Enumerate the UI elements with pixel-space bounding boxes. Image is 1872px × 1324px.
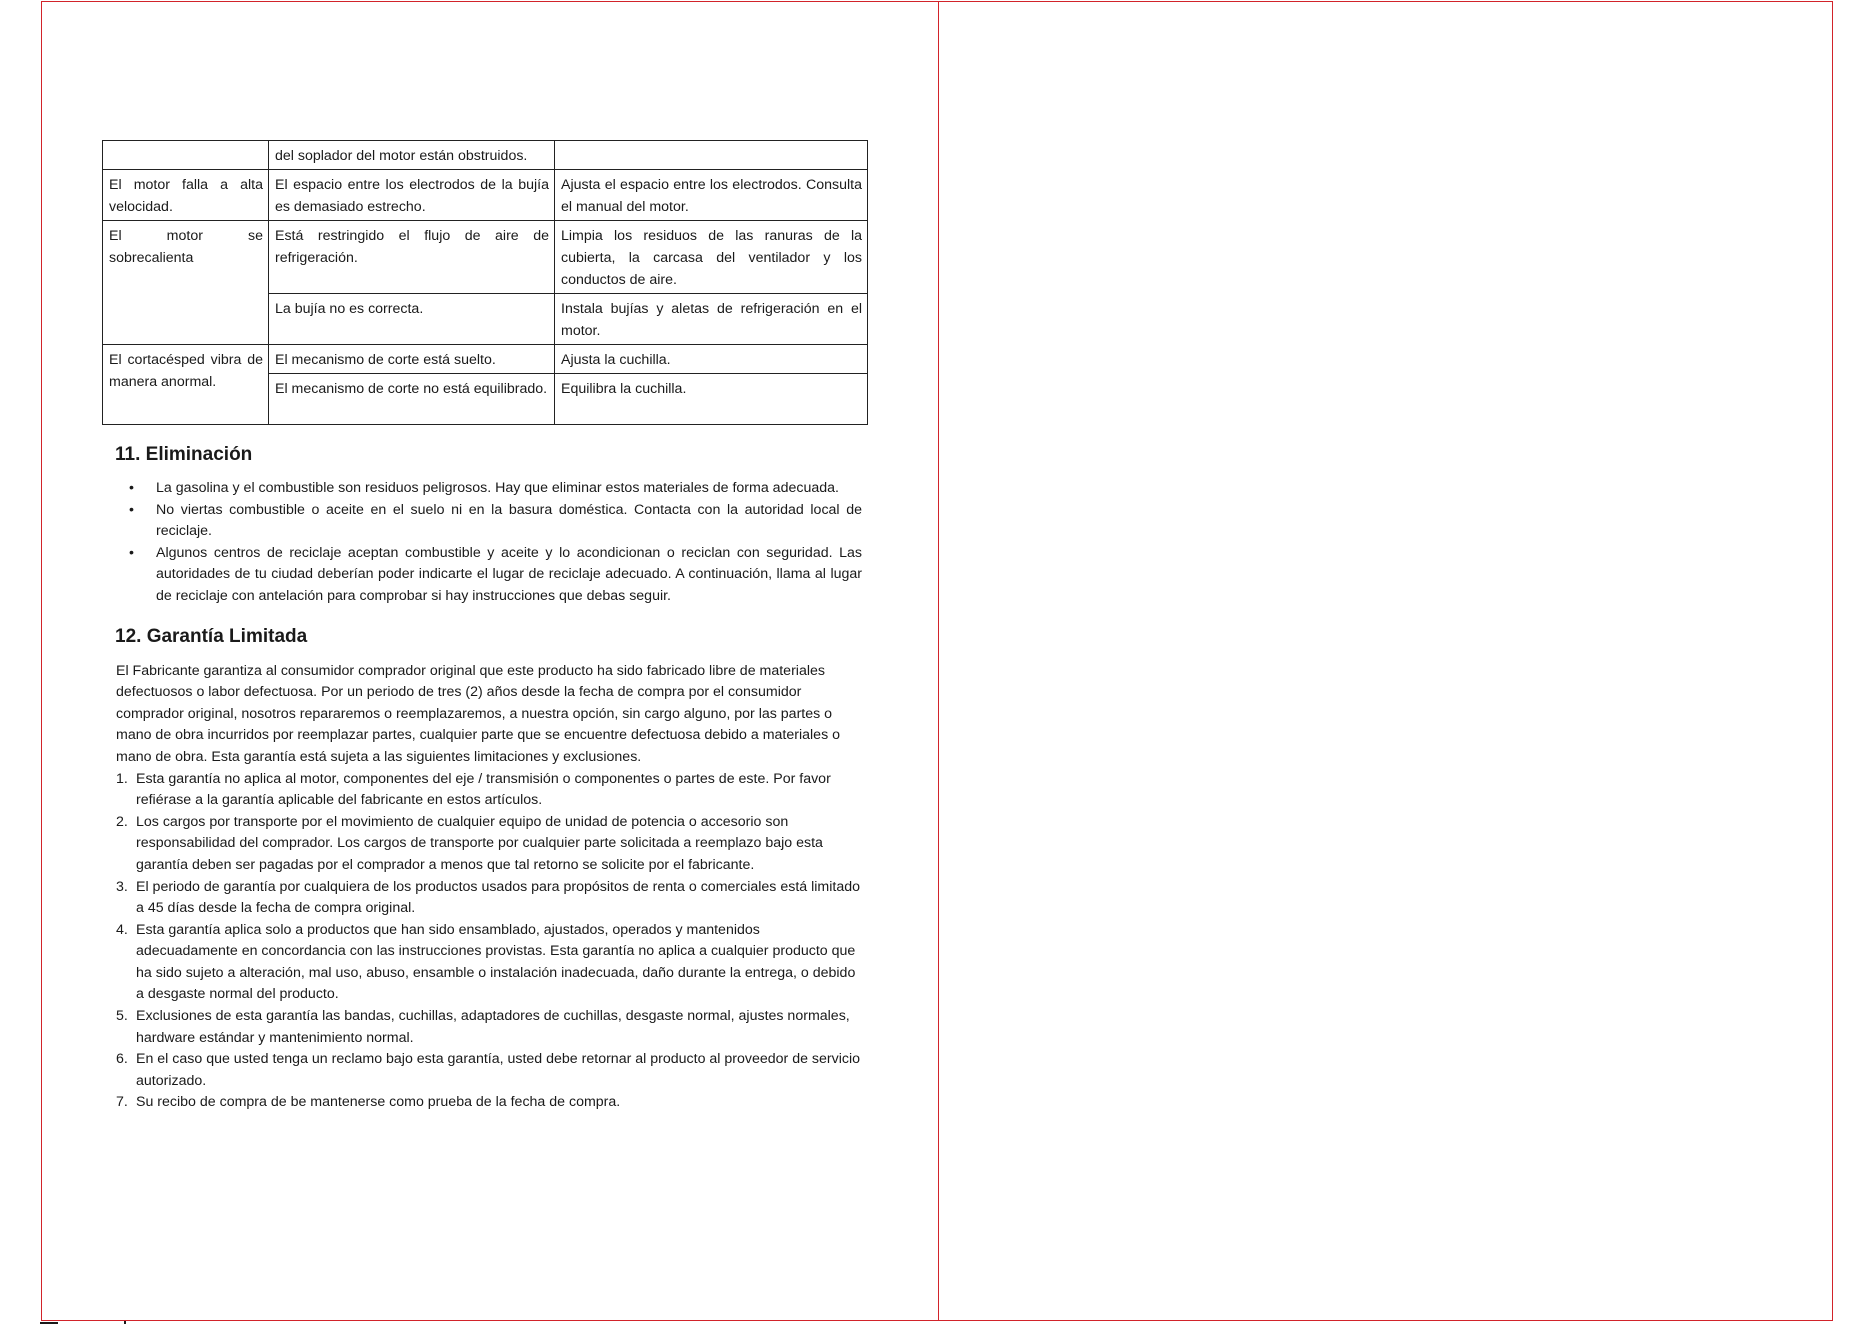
list-item-text: El periodo de garantía por cualquiera de los productos usados para propósitos de renta o comerciales está limitado a 45 días desde la fecha de compra original. — [136, 878, 860, 917]
list-item-number: 2. — [116, 813, 128, 830]
list-item-text: Esta garantía aplica solo a productos que han sido ensamblado, ajustados, operados y mantenidos adecuadamente en concordancia con las instrucciones provistas. Esta garantía no aplica a cualquier producto que ha sido sujeto a alteración, mal uso, abuso, ensamble o instalación inadecuada, daño durante la entrega, o debido a desgaste normal del producto. — [136, 921, 856, 1003]
list-item — [102, 543, 867, 608]
list-item — [102, 877, 867, 920]
list-item-text: Los cargos por transporte por el movimiento de cualquier equipo de unidad de potencia o accesorio son responsabilidad del comprador. Los cargos de transporte por cualquier parte solicitada a reemplazo bajo esta garantía deben ser pagadas por el comprador a menos que tal retorno se solicite por el fabricante. — [136, 813, 823, 873]
list-item-number: 6. — [116, 1051, 128, 1068]
troubleshooting-table — [102, 140, 868, 425]
list-item-text: Algunos centros de reciclaje aceptan combustible y aceite y lo acondicionan o reciclan con seguridad. Las autoridades de tu ciudad deberían poder indicarte el lugar de reciclaje adecuado. A continuación, llama al lugar de reciclaje con antelación para comprobar si hay instrucciones que debas seguir. — [156, 544, 862, 604]
list-item-text: Su recibo de compra de be mantenerse como prueba de la fecha de compra. — [136, 1094, 621, 1111]
table-cell-solution: Instala bujías y aletas de refrigeración en el motor. — [555, 294, 868, 345]
table-cell-cause: El mecanismo de corte no está equilibrado. — [269, 374, 555, 425]
list-item — [102, 478, 867, 500]
list-item-number: 5. — [116, 1008, 128, 1025]
table-row — [103, 170, 868, 221]
table-row — [103, 221, 868, 294]
list-item-number: 4. — [116, 921, 128, 938]
table-cell-solution: Limpia los residuos de las ranuras de la cubierta, la carcasa del ventilador y los conductos de aire. — [555, 221, 868, 294]
list-item-number: 1. — [116, 770, 128, 787]
list-item — [102, 812, 867, 877]
table-cell-solution: Ajusta el espacio entre los electrodos. Consulta el manual del motor. — [555, 170, 868, 221]
table-cell-solution: Ajusta la cuchilla. — [555, 345, 868, 374]
list-item-text: No viertas combustible o aceite en el suelo ni en la basura doméstica. Contacta con la autoridad local de reciclaje. — [156, 501, 862, 540]
warranty-intro: El Fabricante garantiza al consumidor comprador original que este producto ha sido fabricado libre de materiales defectuosos o labor defectuosa. Por un periodo de tres (2) años desde la fecha de compra por el consumidor comprador original, nosotros repararemos o reemplazaremos, a nuestra opción, sin cargo alguno, por las partes o mano de obra incurridos por reemplazar partes, cualquier parte que se encuentre defectuosa debido a materiales o mano de obra. Esta garantía está sujeta a las siguientes limitaciones y exclusiones. — [116, 662, 840, 765]
table-cell-cause: La bujía no es correcta. — [269, 294, 555, 345]
bullet-icon: • — [129, 544, 134, 561]
table-cell-cause: El espacio entre los electrodos de la bujía es demasiado estrecho. — [269, 170, 555, 221]
list-item — [102, 1006, 867, 1049]
bullet-icon: • — [129, 480, 134, 496]
list-item-text: Esta garantía no aplica al motor, componentes del eje / transmisión o componentes o partes de este. Por favor refiérase a la garantía aplicable del fabricante en estos artículos. — [136, 770, 831, 809]
table-cell-solution — [555, 141, 868, 170]
table-cell-problem — [103, 141, 269, 170]
table-cell-problem: El motor se sobrecalienta — [103, 221, 269, 345]
list-item — [102, 500, 867, 543]
list-item-text: La gasolina y el combustible son residuos peligrosos. Hay que eliminar estos materiales de forma adecuada. — [156, 480, 839, 496]
left-page — [102, 140, 867, 1114]
table-row — [103, 345, 868, 374]
section-title-warranty: 12. Garantía Limitada — [115, 625, 308, 647]
list-item — [102, 920, 867, 1006]
list-item — [102, 1049, 867, 1092]
list-item-number: 7. — [116, 1094, 128, 1111]
table-cell-cause: El mecanismo de corte está suelto. — [269, 345, 555, 374]
list-item-number: 3. — [116, 878, 128, 895]
table-cell-cause: del soplador del motor están obstruidos. — [269, 141, 555, 170]
warranty-list — [102, 769, 867, 1115]
list-item-text: Exclusiones de esta garantía las bandas, cuchillas, adaptadores de cuchillas, desgaste normal, ajustes normales, hardware estándar y mantenimiento normal. — [136, 1008, 850, 1046]
table-cell-solution: Equilibra la cuchilla. — [555, 374, 868, 425]
bullet-icon: • — [129, 501, 134, 518]
page-divider — [938, 1, 939, 1321]
table-cell-problem: El cortacésped vibra de manera anormal. — [103, 345, 269, 425]
table-row — [103, 141, 868, 170]
table-cell-problem: El motor falla a alta velocidad. — [103, 170, 269, 221]
disposal-list — [102, 478, 867, 608]
list-item-text: En el caso que usted tenga un reclamo bajo esta garantía, usted debe retornar al producto al proveedor de servicio autorizado. — [136, 1051, 861, 1089]
list-item — [102, 769, 867, 812]
list-item — [102, 1092, 867, 1114]
section-title-disposal: 11. Eliminación — [115, 444, 253, 465]
table-cell-cause: Está restringido el flujo de aire de refrigeración. — [269, 221, 555, 294]
